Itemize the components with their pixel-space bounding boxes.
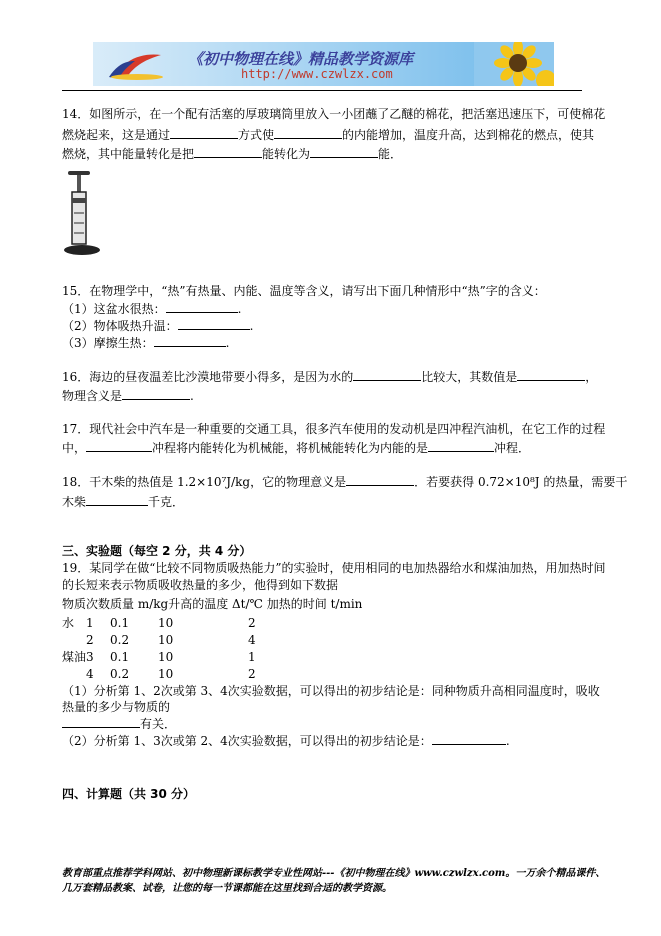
cell-m: 0.1: [110, 649, 130, 664]
footer-line2: 几万套精品教案、试卷，让您的每一节课都能在这里找到合适的教学资源。: [62, 883, 392, 894]
q17-text-2b: 冲程将内能转化为机械能，将机械能转化为内能的是: [152, 441, 429, 455]
q14-text-3c: 能．: [378, 147, 403, 161]
table-row: [62, 614, 256, 631]
sunflower-icon: [474, 42, 554, 86]
q17-blank-1[interactable]: [86, 440, 152, 452]
table-row: [62, 665, 256, 682]
q16-line2: [62, 388, 194, 404]
q16-text-1c: ，: [585, 370, 598, 384]
q15-item1-end: .: [237, 302, 242, 316]
q18-text-1b: ．若要获得 0.72×10⁸J 的热量，需要干: [414, 475, 628, 489]
page-footer: [62, 866, 605, 896]
q16-text-2b: .: [190, 389, 194, 403]
q16-text-2a: 物理含义是: [62, 389, 123, 403]
footer-line1: 教育部重点推荐学科网站、初中物理新课标教学专业性网站---《初中物理在线》www.czwlzx.com。一万余个精品课件、: [62, 868, 606, 879]
cell-dt: 10: [158, 649, 174, 664]
q14-line1: 14．如图所示，在一个配有活塞的厚玻璃筒里放入一小团蘸了乙醚的棉花，把活塞迅速压下，可使棉花: [62, 107, 606, 121]
q18-blank-2[interactable]: [86, 494, 148, 506]
data-table: [62, 614, 256, 682]
cell-n: 2: [86, 632, 94, 647]
cell-substance: [62, 665, 86, 682]
q14-blank-3[interactable]: [194, 146, 262, 158]
q14-line3: [62, 146, 402, 162]
q15-item1-label: （1）这盆水很热：: [62, 302, 166, 316]
q14-text-3a: 燃烧，其中能量转化是把: [62, 147, 195, 161]
header-banner: [93, 42, 554, 86]
q15-item2-label: （2）物体吸热升温：: [62, 319, 178, 333]
cell-m: 0.2: [110, 666, 130, 681]
cell-m: 0.1: [110, 615, 130, 630]
q17-line1: 17．现代社会中汽车是一种重要的交通工具，很多汽车使用的发动机是四冲程汽油机，在它工作的过程: [62, 422, 606, 436]
q14-text-2c: 的内能增加，温度升高，达到棉花的燃点，使其: [342, 128, 595, 142]
q19-part1-line2: 热量的多少与物质的: [62, 700, 171, 714]
q19-blank-1[interactable]: [62, 716, 140, 728]
q15-intro: 15．在物理学中，“热”有热量、内能、温度等含义，请写出下面几种情形中“热”字的含义：: [62, 284, 546, 298]
q19-part1-line3: [62, 716, 176, 732]
q14-text-3b: 能转化为: [262, 147, 311, 161]
q14-blank-4[interactable]: [310, 146, 378, 158]
q16-text-1b: 比较大，其数值是: [421, 370, 518, 384]
cell-substance: 水: [62, 616, 75, 630]
cell-t: 2: [248, 666, 256, 681]
q19-part2: [62, 733, 510, 749]
q19-part1-line1: （1）分析第 1、2次或第 3、4次实验数据，可以得出的初步结论是：同种物质升高相同温度时，吸收: [62, 684, 600, 698]
table-header: 物质次数质量 m/kg升高的温度 Δt/℃ 加热的时间 t/min: [62, 597, 363, 611]
q14-text-2b: 方式使: [238, 128, 275, 142]
banner-title: 《初中物理在线》精品教学资源库: [188, 50, 414, 68]
cell-t: 2: [248, 615, 256, 630]
q19-blank-2[interactable]: [432, 733, 506, 745]
q18-text-2b: 千克．: [148, 495, 185, 509]
cell-n: 1: [86, 615, 94, 630]
q18-line2: [62, 494, 184, 510]
q17-blank-2[interactable]: [428, 440, 494, 452]
q17-line2: [62, 440, 530, 456]
cell-substance: [62, 631, 86, 648]
q16-text-1a: 16．海边的昼夜温差比沙漠地带要小得多，是因为水的: [62, 370, 354, 384]
q15-item3-label: （3）摩擦生热：: [62, 336, 154, 350]
q17-text-2a: 中，: [62, 441, 87, 455]
q18-text-2a: 木柴: [62, 495, 87, 509]
q19-part1-end: 有关．: [140, 717, 177, 731]
q14-blank-1[interactable]: [170, 127, 238, 139]
cell-n: 4: [86, 666, 94, 681]
site-logo-icon: [105, 47, 165, 81]
cell-dt: 10: [158, 632, 174, 647]
table-row: [62, 631, 256, 648]
q18-text-1a: 18．干木柴的热值是 1.2×10⁷J/kg，它的物理意义是: [62, 475, 347, 489]
q19-part2-text: （2）分析第 1、3次或第 2、4次实验数据，可以得出的初步结论是：: [62, 734, 432, 748]
cell-dt: 10: [158, 666, 174, 681]
piston-cylinder-icon: [62, 170, 102, 260]
q16-blank-1[interactable]: [353, 369, 421, 381]
section3-title: 三、实验题（每空 2 分，共 4 分）: [62, 544, 252, 558]
q15-item1: [62, 301, 241, 317]
cell-dt: 10: [158, 615, 174, 630]
q15-item3: [62, 335, 229, 351]
q19-part2-end: .: [505, 734, 510, 748]
header-rule: [62, 90, 582, 91]
q18-blank-1[interactable]: [346, 474, 414, 486]
q15-item3-end: .: [225, 336, 230, 350]
cell-t: 1: [248, 649, 256, 664]
q16-line1: [62, 369, 597, 385]
cell-substance: 煤油: [62, 650, 87, 664]
q15-item2: [62, 318, 253, 334]
cell-t: 4: [248, 632, 256, 647]
q19-line2: 的长短来表示物质吸收热量的多少，他得到如下数据: [62, 578, 339, 592]
table-row: [62, 648, 256, 665]
banner-url: http://www.czwlzx.com: [241, 67, 393, 81]
q15-item2-end: .: [249, 319, 254, 333]
q16-blank-2[interactable]: [517, 369, 585, 381]
cell-m: 0.2: [110, 632, 130, 647]
q14-blank-2[interactable]: [274, 127, 342, 139]
q14-text-2a: 燃烧起来，这是通过: [62, 128, 171, 142]
q15-blank-2[interactable]: [178, 318, 250, 330]
section4-title: 四、计算题（共 30 分）: [62, 787, 196, 801]
q17-text-2c: 冲程．: [494, 441, 531, 455]
q19-line1: 19．某同学在做“比较不同物质吸热能力”的实验时，使用相同的电加热器给水和煤油加热，用加热时间: [62, 561, 606, 575]
q16-blank-3[interactable]: [122, 388, 190, 400]
q15-blank-3[interactable]: [154, 335, 226, 347]
q15-blank-1[interactable]: [166, 301, 238, 313]
q18-line1: [62, 474, 627, 490]
q14-line2: [62, 127, 594, 143]
cell-n: 3: [86, 649, 94, 664]
